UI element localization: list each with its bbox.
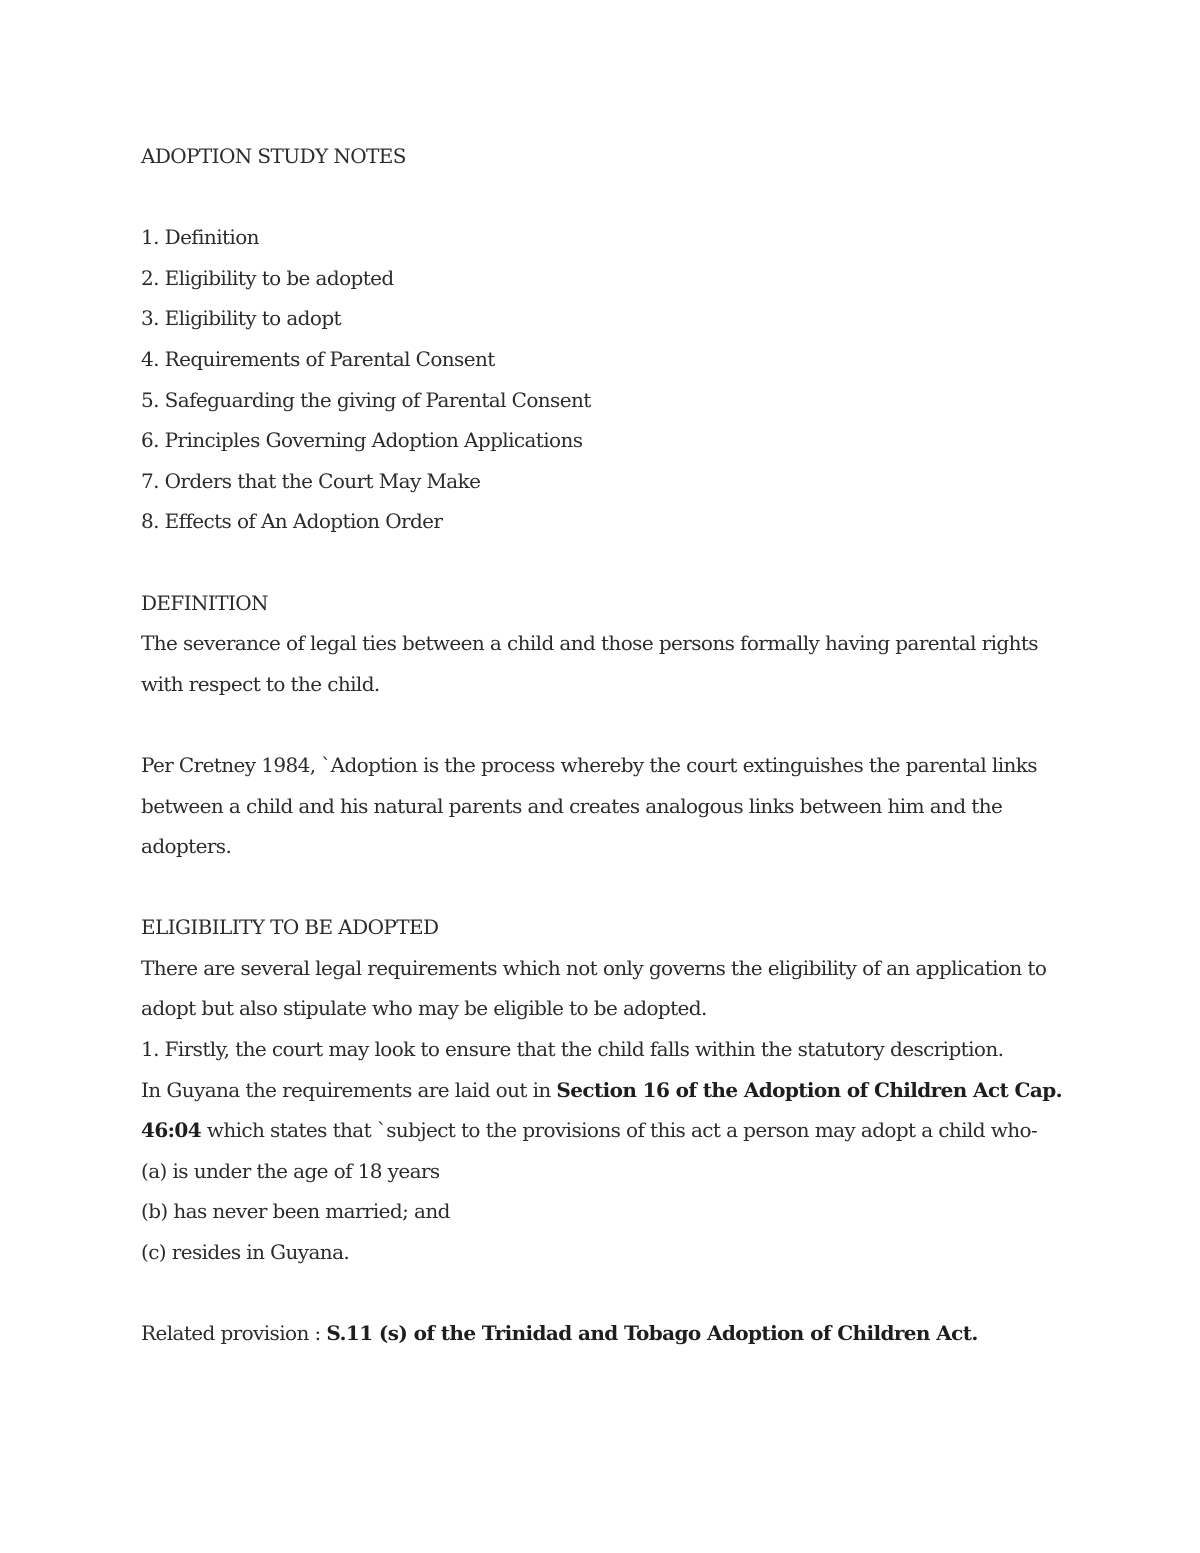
definition-section [141,583,1071,867]
section-heading-eligibility: ELIGIBILITY TO BE ADOPTED [141,915,439,940]
definition-text-line: with respect to the child. [141,671,380,696]
eligibility-text-line: There are several legal requirements which not only governs the eligibility of an application to [141,955,1047,980]
toc-item: 2. Eligibility to be adopted [141,265,394,290]
statute-citation: Section 16 of the Adoption of Children Act Cap. [556,1077,1062,1102]
cretney-quote-line: between a child and his natural parents and creates analogous links between him and the [141,793,1003,818]
statute-item: (a) is under the age of 18 years [141,1158,440,1183]
guyana-statute-prefix: In Guyana the requirements are laid out in [141,1077,557,1102]
guyana-statute-line [141,1110,1071,1151]
related-provision-line [141,1313,1071,1354]
toc-item: 7. Orders that the Court May Make [141,468,481,493]
eligibility-section [141,907,1071,1354]
cretney-quote-line: adopters. [141,834,232,859]
toc-item: 5. Safeguarding the giving of Parental Consent [141,387,591,412]
statute-citation-cap: 46:04 [141,1118,202,1143]
section-heading-definition: DEFINITION [141,590,268,615]
toc-item: 4. Requirements of Parental Consent [141,346,495,371]
statute-item: (b) has never been married; and [141,1199,450,1224]
eligibility-point: 1. Firstly, the court may look to ensure that the child falls within the statutory description. [141,1037,1004,1062]
table-of-contents [141,217,1071,542]
toc-item: 1. Definition [141,225,259,250]
cretney-quote-line: Per Cretney 1984, `Adoption is the process whereby the court extinguishes the parental links [141,752,1037,777]
related-provision-citation: S.11 (s) of the Trinidad and Tobago Adoption of Children Act. [326,1321,978,1346]
statute-item: (c) resides in Guyana. [141,1240,350,1265]
guyana-statute-suffix: which states that `subject to the provisions of this act a person may adopt a child who- [201,1118,1038,1143]
eligibility-text-line: adopt but also stipulate who may be eligible to be adopted. [141,996,707,1021]
toc-item: 6. Principles Governing Adoption Applications [141,428,583,453]
document-body [141,136,1071,1354]
related-provision-prefix: Related provision : [141,1321,327,1346]
spacer [141,704,1071,745]
toc-item: 3. Eligibility to adopt [141,306,341,331]
toc-item: 8. Effects of An Adoption Order [141,509,443,534]
spacer [141,542,1071,583]
guyana-statute-line [141,1070,1071,1111]
document-title: ADOPTION STUDY NOTES [141,144,406,168]
spacer [141,1273,1071,1314]
spacer [141,867,1071,908]
spacer [141,177,1071,218]
definition-text-line: The severance of legal ties between a child and those persons formally having parental rights [141,631,1038,656]
